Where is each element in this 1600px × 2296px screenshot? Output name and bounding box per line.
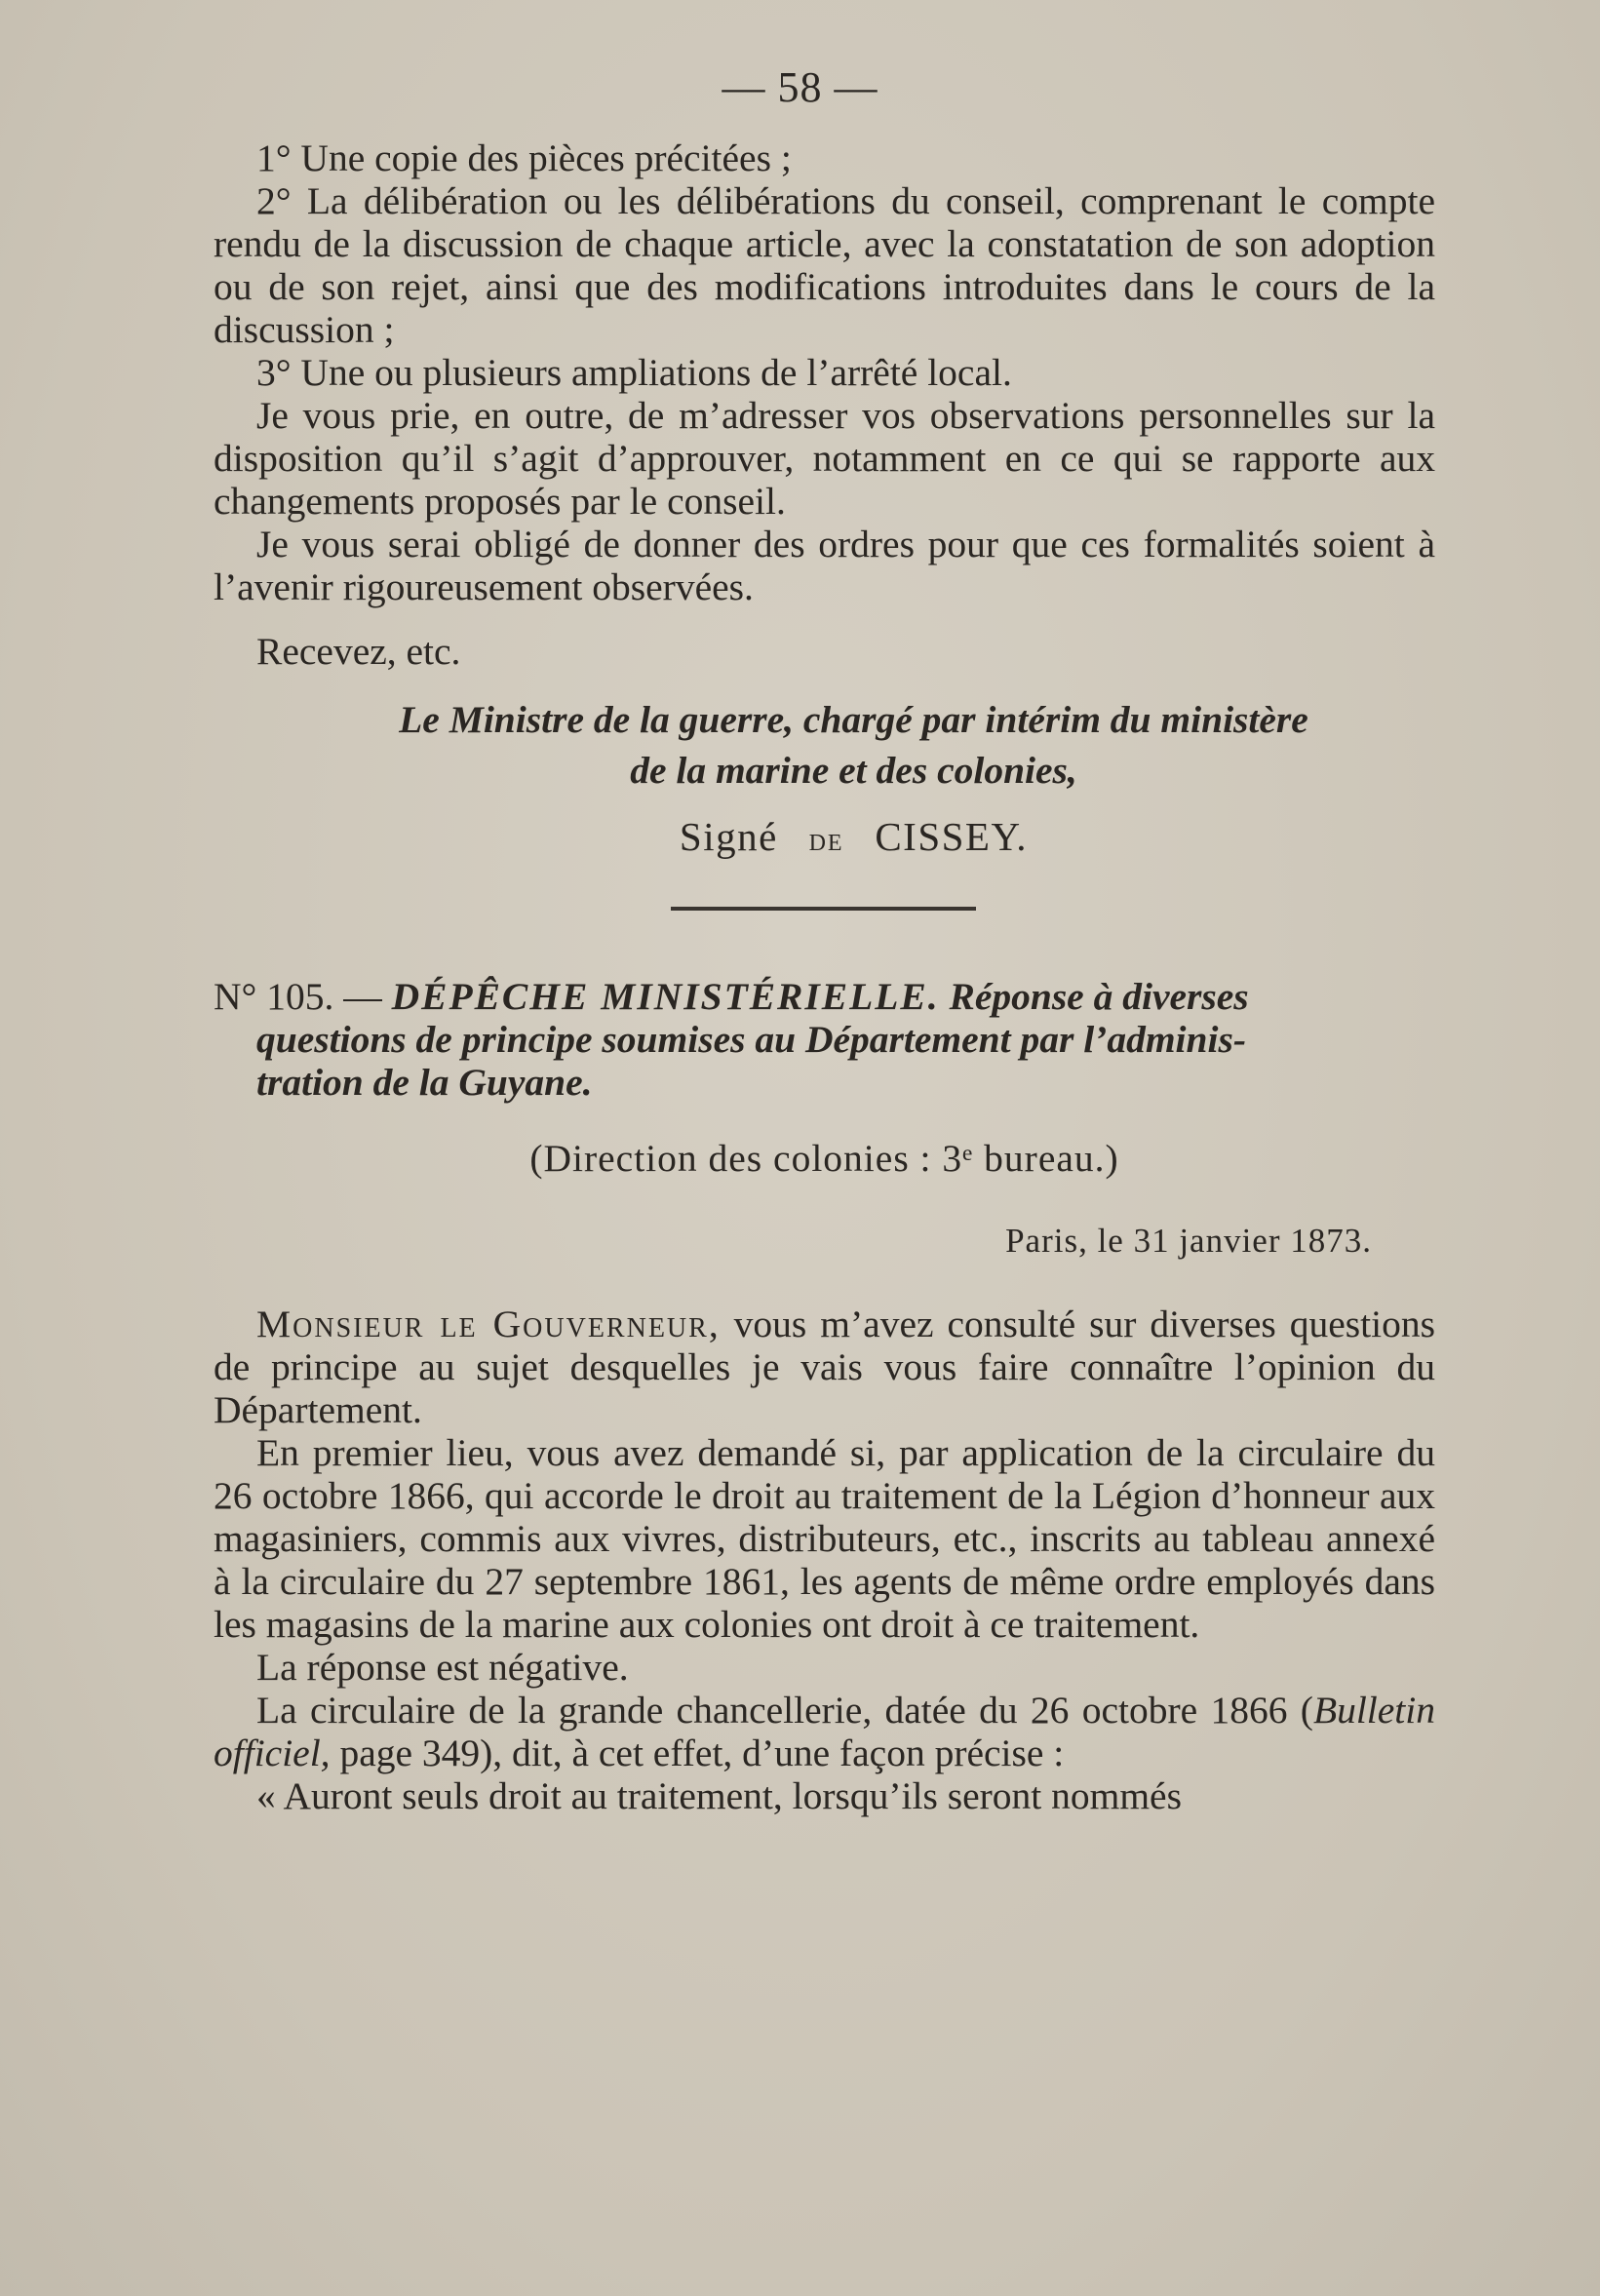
paragraph-4-text-a: La circulaire de la grande chancellerie, datée du 26 octobre 1866 (: [256, 1689, 1313, 1732]
paragraph-2: En premier lieu, vous avez demandé si, par application de la circulaire du 26 octobre 1866, qui accorde le droit au traitement de la Légion d’honneur aux magasiniers, commis aux vivres, distributeurs, etc., inscrits au tableau annexé à la circulaire du 27 septembre 1861, les agents de même ordre employés dans les magasins de la marine aux colonies ont droit à ce traitement.: [214, 1431, 1435, 1646]
list-item: 2° La délibération ou les délibérations du conseil, comprenant le compte rendu de la discussion de chaque article, avec la constatation de son adoption ou de son rejet, ainsi que des modifications introduites dans le cours de la discussion ;: [214, 179, 1435, 351]
dispatch-number: N° 105. —: [214, 975, 382, 1018]
signature-title-line1: Le Ministre de la guerre, chargé par intérim du ministère: [399, 698, 1308, 741]
signature-title-line2: de la marine et des colonies,: [630, 749, 1077, 792]
paragraph-1: [214, 1303, 1435, 1431]
letter-body: [214, 1303, 1435, 1817]
paragraph-3: La réponse est négative.: [256, 1646, 629, 1689]
paragraph-4-text-b: page 349), dit, à cet effet, d’une façon précise :: [330, 1732, 1065, 1774]
signed-prefix: Signé: [679, 814, 778, 859]
date-line: Paris, le 31 janvier 1873.: [1005, 1222, 1372, 1260]
direction-line: (Direction des colonies : 3ᵉ bureau.): [529, 1137, 1119, 1180]
dispatch-heading: [214, 975, 1435, 1104]
paragraph-1-text: vous m’avez consulté sur diverses questions de principe au sujet desquelles je vais vous faire connaître l’opinion du Département.: [214, 1303, 1436, 1431]
closing-block: [214, 630, 1435, 673]
signature-line: [214, 813, 1435, 860]
direction-block: [214, 1136, 1435, 1181]
page-number: — 58 —: [722, 63, 878, 111]
dispatch-subtitle-1: Réponse à diverses: [949, 975, 1249, 1018]
paragraph-5: « Auront seuls droit au traitement, lorsqu’ils seront nommés: [256, 1774, 1182, 1817]
section-divider: [671, 907, 976, 911]
paragraph-ordres: Je vous serai obligé de donner des ordres pour que ces formalités soient à l’avenir rigoureusement observées.: [214, 523, 1435, 608]
dispatch-title: DÉPÊCHE MINISTÉRIELLE.: [391, 975, 940, 1018]
closing-formula: Recevez, etc.: [256, 630, 461, 673]
bulletin-title: Bulletin officiel,: [214, 1689, 1435, 1774]
paragraph-4: [214, 1689, 1435, 1774]
list-item: 1° Une copie des pièces précitées ;: [256, 136, 792, 179]
dispatch-subtitle-3: tration de la Guyane.: [256, 1061, 593, 1104]
list-item: 3° Une ou plusieurs ampliations de l’arrêté local.: [256, 351, 1012, 394]
salutation: Monsieur le Gouverneur,: [256, 1303, 721, 1345]
signed-name: CISSEY.: [875, 814, 1029, 859]
signed-particle: de: [808, 822, 844, 858]
signature-block: [214, 694, 1435, 860]
list-block: [214, 136, 1435, 608]
date-block: [214, 1222, 1435, 1261]
dispatch-heading-line1: [214, 975, 1435, 1018]
dispatch-subtitle-2: questions de principe soumises au Département par l’adminis-: [256, 1018, 1247, 1061]
paragraph-observations: Je vous prie, en outre, de m’adresser vos observations personnelles sur la disposition qu’il s’agit d’approuver, notamment en ce qui se rapporte aux changements proposés par le conseil.: [214, 394, 1435, 523]
